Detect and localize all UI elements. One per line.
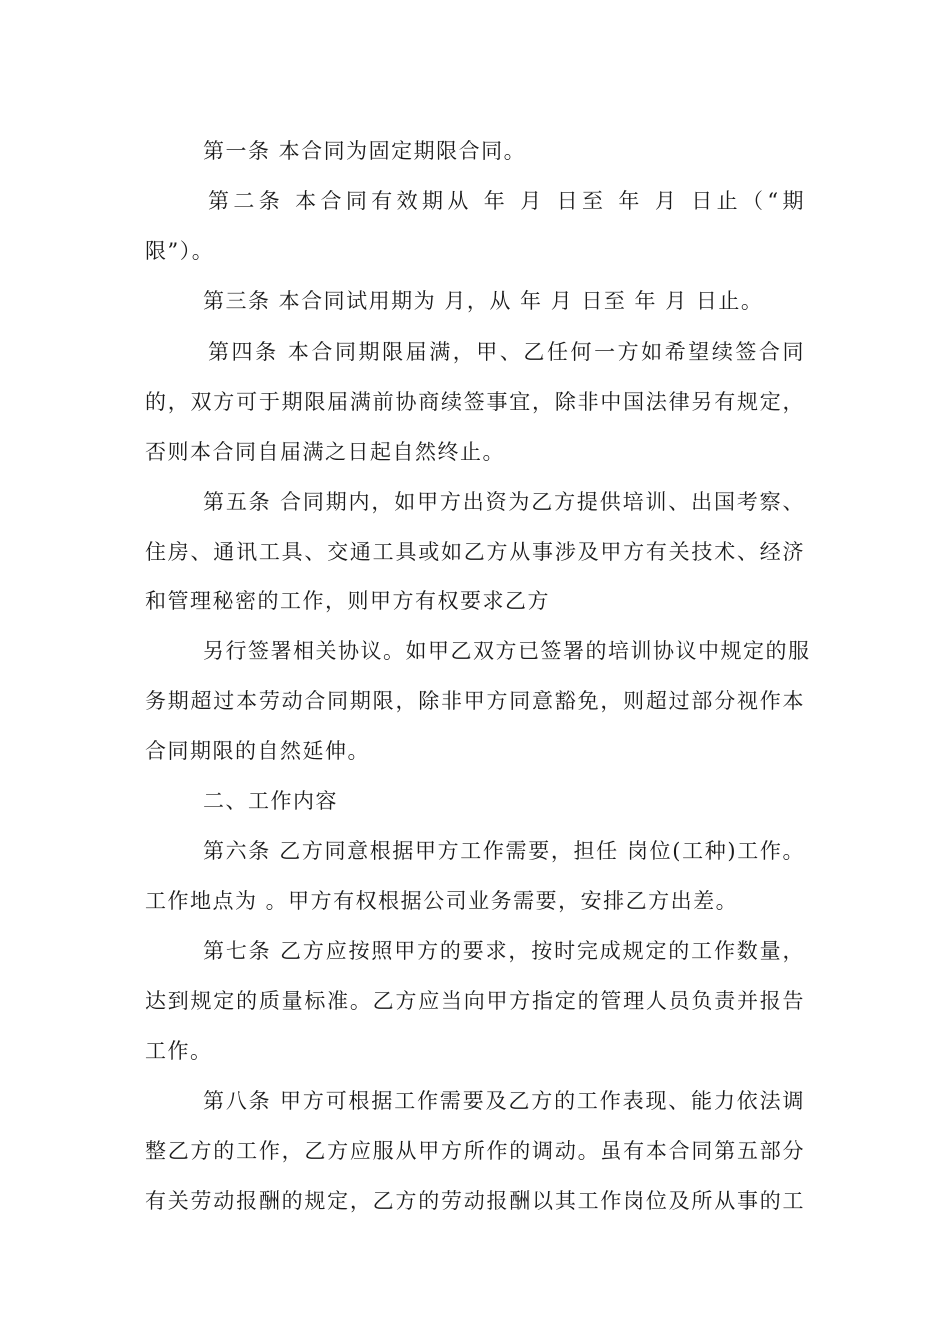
article-5-cont-line-3: 合同期限的自然延伸。 xyxy=(145,739,370,763)
section-heading-work-content: 二、工作内容 xyxy=(203,789,338,813)
article-6-line-1: 第六条 乙方同意根据甲方工作需要，担任 岗位(工种)工作。 xyxy=(203,839,805,863)
article-4-line-2: 的，双方可于期限届满前协商续签事宜，除非中国法律另有规定， xyxy=(145,390,805,414)
article-7-line-1: 第七条 乙方应按照甲方的要求，按时完成规定的工作数量， xyxy=(203,939,805,963)
article-5-line-1: 第五条 合同期内，如甲方出资为乙方提供培训、出国考察、 xyxy=(203,490,805,514)
article-8-line-2: 整乙方的工作，乙方应服从甲方所作的调动。虽有本合同第五部分 xyxy=(145,1139,805,1163)
article-8-line-3: 有关劳动报酬的规定，乙方的劳动报酬以其工作岗位及所从事的工 xyxy=(145,1189,805,1213)
article-5-line-3: 和管理秘密的工作，则甲方有权要求乙方 xyxy=(145,589,550,613)
article-5-cont-line-2: 务期超过本劳动合同期限，除非甲方同意豁免，则超过部分视作本 xyxy=(145,689,805,713)
article-8-line-1: 第八条 甲方可根据工作需要及乙方的工作表现、能力依法调 xyxy=(203,1089,805,1113)
article-7-line-2: 达到规定的质量标准。乙方应当向甲方指定的管理人员负责并报告 xyxy=(145,989,805,1013)
article-3-line-1: 第三条 本合同试用期为 月，从 年 月 日至 年 月 日止。 xyxy=(203,289,764,313)
article-5-cont-line-1: 另行签署相关协议。如甲乙双方已签署的培训协议中规定的服 xyxy=(203,639,811,663)
article-7-line-3: 工作。 xyxy=(145,1039,213,1063)
article-2-line-2: 限”）。 xyxy=(145,239,215,263)
article-4-line-1: 第四条 本合同期限届满，甲、乙任何一方如希望续签合同 xyxy=(208,340,805,364)
article-1-line-1: 第一条 本合同为固定期限合同。 xyxy=(203,139,527,163)
article-6-line-2: 工作地点为 。甲方有权根据公司业务需要，安排乙方出差。 xyxy=(145,889,739,913)
article-5-line-2: 住房、通讯工具、交通工具或如乙方从事涉及甲方有关技术、经济 xyxy=(145,540,805,564)
article-4-line-3: 否则本合同自届满之日起自然终止。 xyxy=(145,440,505,464)
article-2-line-1: 第二条 本合同有效期从 年 月 日至 年 月 日止（“期 xyxy=(208,189,805,213)
